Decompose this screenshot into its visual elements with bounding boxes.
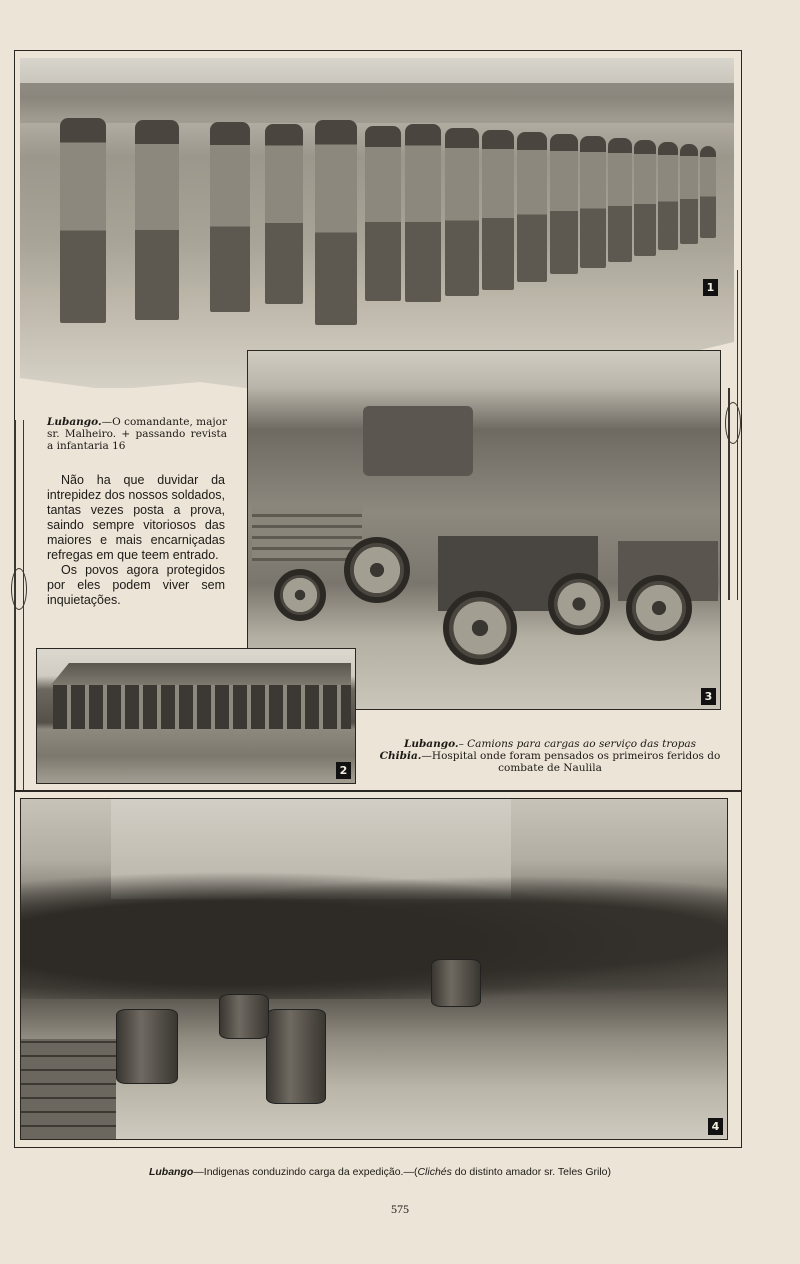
caption-line — [372, 750, 728, 774]
photo-soldiers — [20, 58, 734, 388]
caption-italic: Clichés — [417, 1166, 452, 1178]
caption-place: Lubango. — [403, 738, 459, 750]
hospital-roof — [51, 663, 351, 685]
photo-hospital — [36, 648, 356, 784]
page-number: 575 — [391, 1202, 409, 1216]
crate — [21, 1039, 116, 1139]
photo-number-badge: 3 — [701, 688, 716, 705]
caption-text: —O comandante, major sr. Malheiro. + passando revista a infantaria 16 — [47, 416, 227, 452]
canvas-cover — [363, 406, 473, 476]
caption-place: Chibia. — [379, 750, 422, 762]
barrel — [116, 1009, 178, 1084]
soldier — [210, 122, 250, 312]
crowd — [21, 859, 728, 999]
truck-bed — [252, 506, 362, 561]
soldier — [482, 130, 514, 290]
soldier — [265, 124, 303, 304]
soldier — [680, 144, 698, 244]
caption-photo-4 — [20, 1166, 740, 1178]
paragraph: Os povos agora protegidos por eles podem viver sem inquietações. — [47, 563, 225, 607]
soldier — [700, 146, 716, 238]
caption-credit: do distinto amador sr. Teles Grilo) — [451, 1166, 612, 1178]
left-ornament — [14, 420, 24, 790]
wheel — [548, 573, 610, 635]
soldier — [634, 140, 656, 256]
soldier — [658, 142, 678, 250]
barrel — [431, 959, 481, 1007]
wheel — [274, 569, 326, 621]
soldier — [405, 124, 441, 302]
caption-place: Lubango. — [47, 416, 102, 428]
soldier — [365, 126, 401, 301]
hospital-facade — [53, 685, 351, 729]
commander-figure — [60, 118, 106, 323]
barrel — [219, 994, 269, 1039]
paragraph: Não ha que duvidar da intrepidez dos nossos soldados, tantas vezes posta a prova, saindo sempre vitoriosos das maiores e mais encarniçadas refregas em que teem entrado. — [47, 473, 225, 562]
soldier — [580, 136, 606, 268]
photo-number-badge: 4 — [708, 1118, 723, 1135]
photo-number-badge: 1 — [703, 279, 718, 296]
wheel — [344, 537, 410, 603]
photo-cargo — [20, 798, 728, 1140]
soldier — [445, 128, 479, 296]
barrel — [266, 1009, 326, 1104]
wheel — [443, 591, 517, 665]
caption-photos-2-3 — [372, 738, 728, 774]
caption-text: —Indigenas conduzindo carga da expedição.—( — [193, 1166, 418, 1178]
article-body — [47, 473, 225, 608]
soldier — [608, 138, 632, 262]
hills — [20, 83, 734, 123]
soldier — [135, 120, 179, 320]
caption-text: —Hospital onde foram pensados os primeiros feridos do combate de Naulila — [421, 750, 721, 774]
wheel — [626, 575, 692, 641]
caption-line — [372, 738, 728, 750]
soldier — [315, 120, 357, 325]
soldier — [550, 134, 578, 274]
caption-place: Lubango — [148, 1166, 194, 1178]
photo-number-badge: 2 — [336, 762, 351, 779]
caption-text: – Camions para cargas ao serviço das tropas — [458, 738, 697, 750]
soldier — [517, 132, 547, 282]
divider-middle — [14, 790, 742, 792]
caption-photo-1 — [47, 416, 227, 452]
